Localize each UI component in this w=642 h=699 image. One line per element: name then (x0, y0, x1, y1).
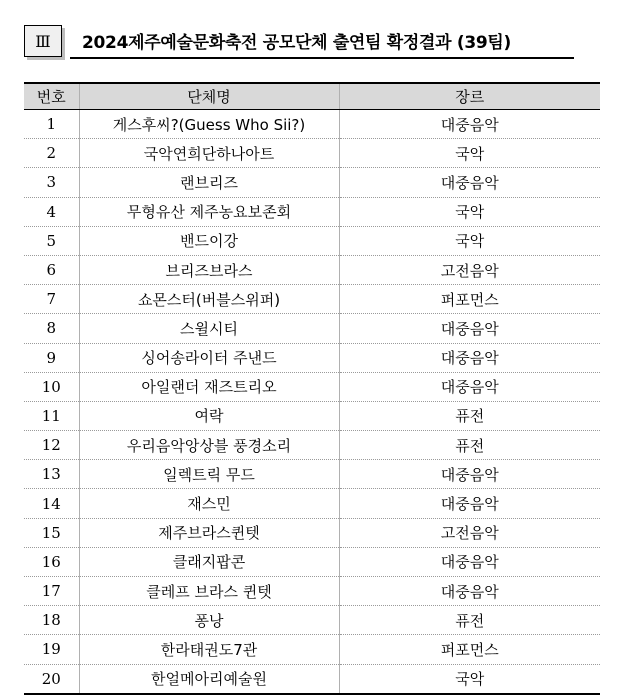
genre: 대중음악 (339, 343, 600, 372)
genre: 국악 (339, 197, 600, 226)
section-numeral: Ⅲ (24, 25, 62, 57)
group-name: 랜브리즈 (79, 168, 339, 197)
table-row (24, 401, 600, 430)
genre: 고전음악 (339, 255, 600, 284)
table-row (24, 168, 600, 197)
group-name: 일렉트릭 무드 (79, 460, 339, 489)
table-row (24, 139, 600, 168)
row-number: 2 (24, 139, 79, 168)
genre: 퍼포먼스 (339, 285, 600, 314)
column-header-name: 단체명 (79, 83, 339, 110)
row-number: 11 (24, 401, 79, 430)
table-row (24, 314, 600, 343)
row-number: 9 (24, 343, 79, 372)
row-number: 17 (24, 577, 79, 606)
group-name: 클레프 브라스 퀸텟 (79, 577, 339, 606)
genre: 대중음악 (339, 489, 600, 518)
table-row (24, 226, 600, 255)
group-name: 여락 (79, 401, 339, 430)
genre: 퓨전 (339, 401, 600, 430)
genre: 퓨전 (339, 431, 600, 460)
group-name: 싱어송라이터 주낸드 (79, 343, 339, 372)
row-number: 12 (24, 431, 79, 460)
genre: 퍼포먼스 (339, 635, 600, 664)
genre: 대중음악 (339, 314, 600, 343)
row-number: 18 (24, 606, 79, 635)
title-underline (70, 57, 574, 59)
row-number: 15 (24, 518, 79, 547)
column-header-number: 번호 (24, 83, 79, 110)
genre: 고전음악 (339, 518, 600, 547)
row-number: 13 (24, 460, 79, 489)
row-number: 20 (24, 664, 79, 694)
group-name: 한얼메아리예술원 (79, 664, 339, 694)
row-number: 3 (24, 168, 79, 197)
table-row (24, 460, 600, 489)
table-row (24, 635, 600, 664)
table-row (24, 606, 600, 635)
genre: 국악 (339, 664, 600, 694)
genre: 대중음악 (339, 372, 600, 401)
genre: 대중음악 (339, 110, 600, 139)
group-name: 한라태권도7관 (79, 635, 339, 664)
table-row (24, 285, 600, 314)
table-row (24, 372, 600, 401)
column-header-genre: 장르 (339, 83, 600, 110)
row-number: 5 (24, 226, 79, 255)
table-row (24, 197, 600, 226)
results-table (24, 82, 600, 695)
row-number: 14 (24, 489, 79, 518)
genre: 대중음악 (339, 547, 600, 576)
row-number: 4 (24, 197, 79, 226)
table-header-row (24, 83, 600, 110)
row-number: 6 (24, 255, 79, 284)
genre: 국악 (339, 139, 600, 168)
table-row (24, 110, 600, 139)
row-number: 19 (24, 635, 79, 664)
group-name: 브리즈브라스 (79, 255, 339, 284)
table-row (24, 547, 600, 576)
group-name: 클래지팝콘 (79, 547, 339, 576)
group-name: 우리음악앙상블 풍경소리 (79, 431, 339, 460)
row-number: 10 (24, 372, 79, 401)
genre: 퓨전 (339, 606, 600, 635)
table-row (24, 431, 600, 460)
table-row (24, 489, 600, 518)
table-row (24, 518, 600, 547)
group-name: 국악연희단하나아트 (79, 139, 339, 168)
row-number: 1 (24, 110, 79, 139)
group-name: 제주브라스퀸텟 (79, 518, 339, 547)
group-name: 쇼몬스터(버블스위퍼) (79, 285, 339, 314)
genre: 대중음악 (339, 577, 600, 606)
row-number: 16 (24, 547, 79, 576)
group-name: 재스민 (79, 489, 339, 518)
genre: 대중음악 (339, 168, 600, 197)
row-number: 8 (24, 314, 79, 343)
section-header (24, 25, 576, 59)
table-row (24, 343, 600, 372)
table-row (24, 577, 600, 606)
group-name: 무형유산 제주농요보존회 (79, 197, 339, 226)
genre: 국악 (339, 226, 600, 255)
page-title: 2024제주예술문화축전 공모단체 출연팀 확정결과 (39팀) (82, 33, 512, 53)
row-number: 7 (24, 285, 79, 314)
table-row (24, 664, 600, 694)
group-name: 스윌시티 (79, 314, 339, 343)
genre: 대중음악 (339, 460, 600, 489)
group-name: 퐁낭 (79, 606, 339, 635)
table-row (24, 255, 600, 284)
group-name: 밴드이강 (79, 226, 339, 255)
group-name: 아일랜더 재즈트리오 (79, 372, 339, 401)
group-name: 게스후씨?(Guess Who Sii?) (79, 110, 339, 139)
